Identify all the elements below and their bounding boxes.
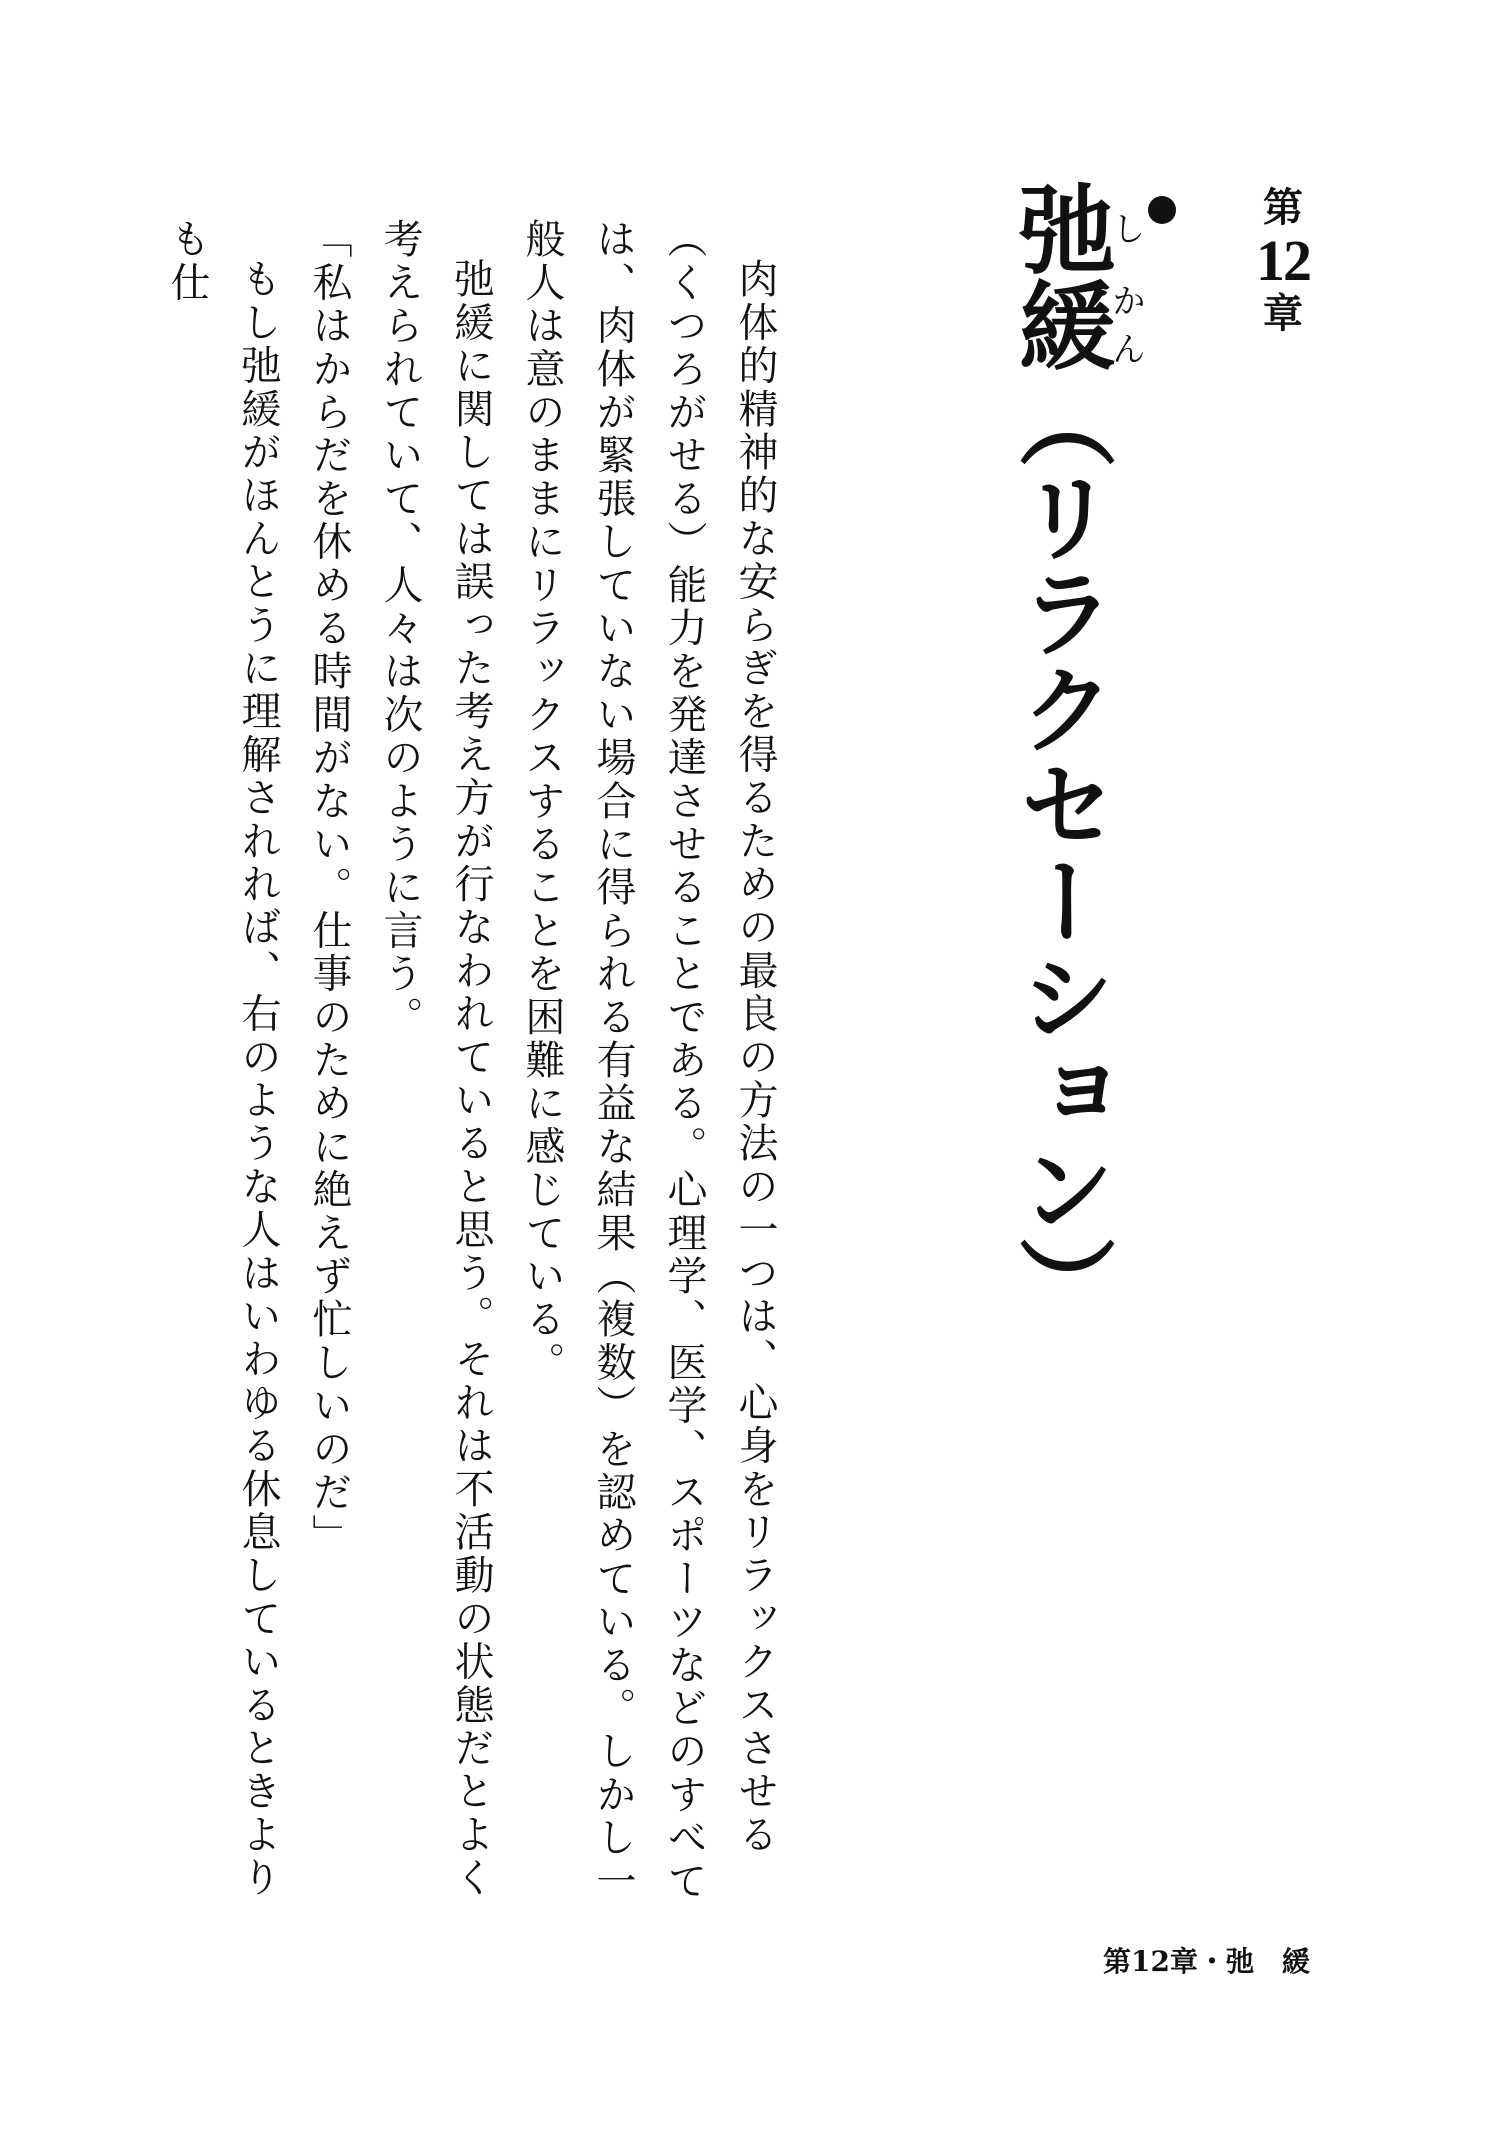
chapter-number: 12 [1256,228,1310,293]
bullet-dot-icon [1148,196,1176,224]
body-paragraph-2: 弛緩に関しては誤った考え方が行なわれていると思う。それは不活動の状態だとよく考えられていて、人々は次のように言う。 [377,218,494,1900]
running-head: 第12章・弛 緩 [1103,1945,1310,1978]
chapter-title [1000,180,1146,1332]
title-char-1 [1004,180,1146,276]
chapter-label [1238,186,1328,336]
chapter-prefix: 第 [1263,184,1303,231]
body-paragraph-4: もし弛緩がほんとうに理解されれば、右のような人はいわゆる休息しているときよりも仕 [164,218,281,1900]
title-subtitle: （リラクセーション） [1004,372,1117,1332]
body-text [164,218,790,1918]
title-ruby-1: し [1105,180,1146,276]
title-kanji-2: 緩 [1004,276,1117,372]
chapter-suffix: 章 [1263,290,1303,337]
body-paragraph-1: 肉体的精神的な安らぎを得るための最良の方法の一つは、心身をリラックスさせる（くつろがせる）能力を発達させることである。心理学、医学、スポーツなどのすべては、肉体が緊張していない場合に得られる有益な結果（複数）を認めている。しかし一般人は意のままにリラックスすることを困難に感じている。 [519,218,778,1903]
title-ruby-2: かん [1105,276,1146,372]
title-char-2 [1004,276,1146,372]
body-paragraph-3: 「私はからだを休める時間がない。仕事のために絶えず忙しいのだ」 [306,218,352,1558]
title-kanji-1: 弛 [1004,180,1117,276]
